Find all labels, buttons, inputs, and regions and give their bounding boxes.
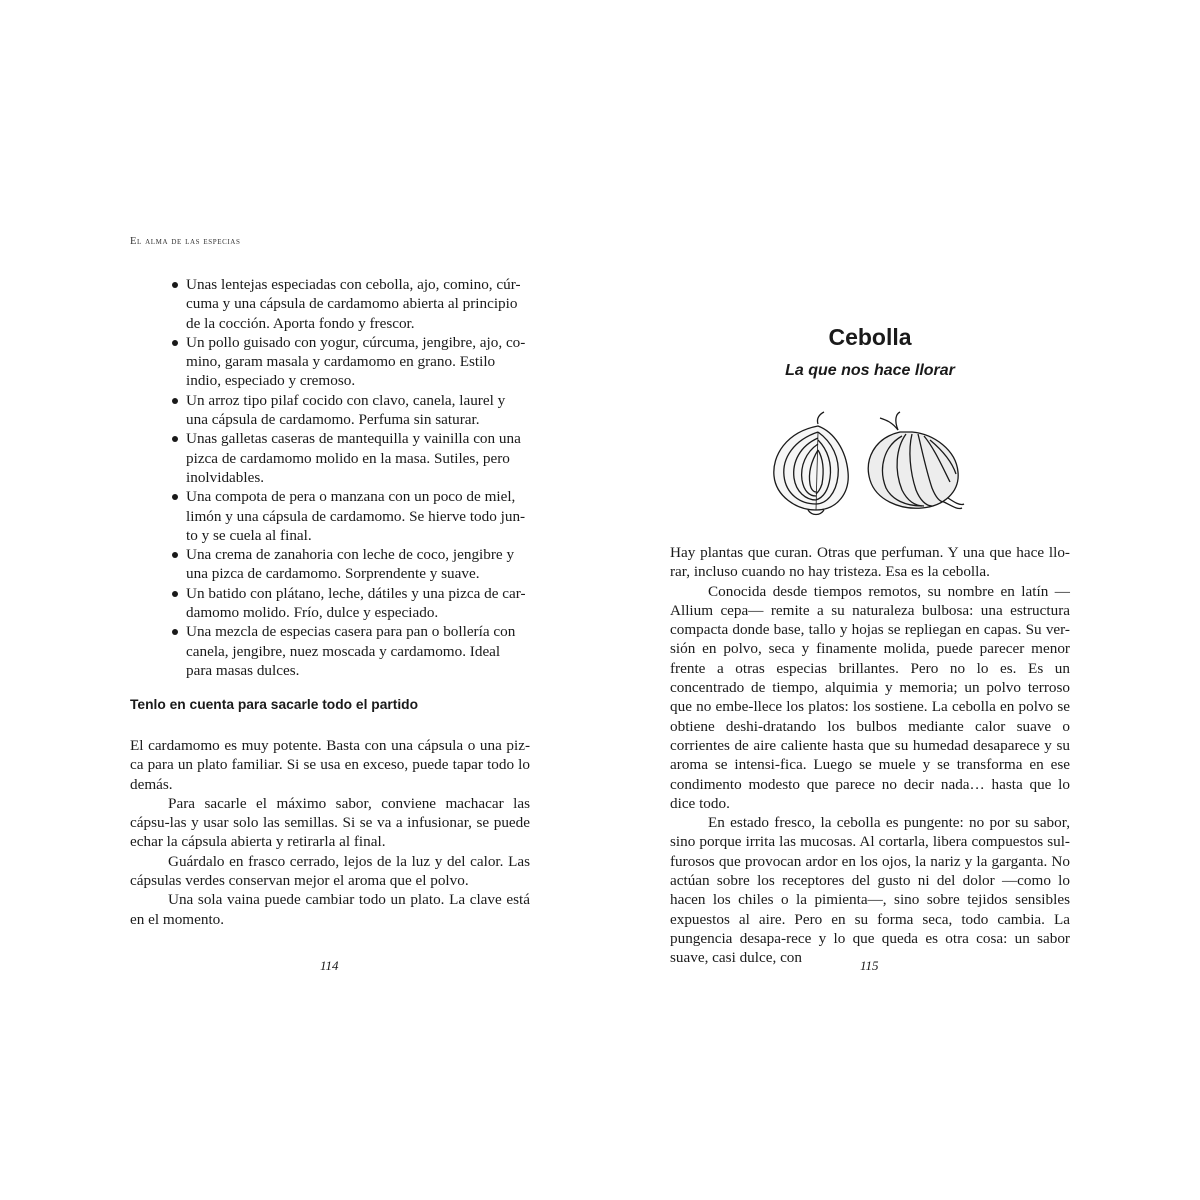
- paragraph: Guárdalo en frasco cerrado, lejos de la luz y del calor. Las cápsulas verdes conservan mejor el aroma que el polvo.: [130, 852, 530, 890]
- bullet-icon: [172, 494, 178, 500]
- page-number: 115: [860, 958, 879, 973]
- right-page: [670, 0, 1070, 1200]
- bullet-icon: [172, 591, 178, 597]
- list-item: Una crema de zanahoria con leche de coco, jengibre y una pizca de cardamomo. Sorprendente y suave.: [130, 545, 530, 584]
- whole-onion-icon: [868, 412, 964, 509]
- list-item: Una compota de pera o manzana con un poco de miel, limón y una cápsula de cardamomo. Se hierve todo jun-to y se cuela al final.: [130, 487, 530, 545]
- list-item: Un pollo guisado con yogur, cúrcuma, jengibre, ajo, co-mino, garam masala y cardamomo en grano. Estilo indio, especiado y cremoso.: [130, 333, 530, 391]
- onion-illustration-icon: [766, 410, 976, 520]
- paragraph: Para sacarle el máximo sabor, conviene machacar las cápsu-las y usar solo las semillas. Si se va a infusionar, se puede echar la cápsula abierta y retirarla al final.: [130, 794, 530, 851]
- halved-onion-icon: [774, 412, 848, 515]
- bullet-icon: [172, 282, 178, 288]
- paragraph: Una sola vaina puede cambiar todo un plato. La clave está en el momento.: [130, 891, 530, 928]
- paragraph: El cardamomo es muy potente. Basta con una cápsula o una piz-ca para un plato familiar. Si se usa en exceso, puede tapar todo lo demás.: [130, 737, 530, 793]
- bullet-icon: [172, 629, 178, 635]
- paragraph: En estado fresco, la cebolla es pungente: no por su sabor, sino porque irrita las mucosas. Al cortarla, libera compuestos sul-furosos que provocan ardor en los ojos, la nariz y la garganta. No actúan sobre los receptores del gusto ni del dolor —como lo hacen los chiles o la pimienta—, sino sobre tejidos sensibles expuestos al aire. Pero en su forma seca, todo cambia. La pungencia desapa-rece y lo que queda es otra cosa: un sabor suave, casi dulce, con: [670, 814, 1070, 967]
- list-item: Un arroz tipo pilaf cocido con clavo, canela, laurel y una cápsula de cardamomo. Perfuma sin saturar.: [130, 391, 530, 430]
- left-body-text: [130, 736, 530, 929]
- list-item: Una mezcla de especias casera para pan o bollería con canela, jengibre, nuez moscada y cardamomo. Ideal para masas dulces.: [130, 622, 530, 680]
- bullet-icon: [172, 436, 178, 442]
- chapter-subtitle: La que nos hace llorar: [785, 362, 955, 379]
- recipe-bullet-list: [130, 275, 530, 680]
- list-item: Unas galletas caseras de mantequilla y vainilla con una pizca de cardamomo molido en la masa. Sutiles, pero inolvidables.: [130, 429, 530, 487]
- paragraph: Hay plantas que curan. Otras que perfuman. Y una que hace llo-rar, incluso cuando no hay tristeza. Esa es la cebolla.: [670, 544, 1070, 581]
- left-page: [130, 0, 530, 1200]
- list-item: Un batido con plátano, leche, dátiles y una pizca de car-damomo molido. Frío, dulce y especiado.: [130, 584, 530, 623]
- right-body-text: [670, 543, 1070, 968]
- paragraph: Conocida desde tiempos remotos, su nombre en latín —Allium cepa— remite a su naturaleza bulbosa: una estructura compacta donde base, tallo y hojas se repliegan en capas. Su ver-sión en polvo, seca y finamente molida, puede parecer menor frente a otras especias brillantes. Pero no lo es. Es un concentrado de tiempo, alquimia y memoria; un polvo terroso que no embe-llece los platos: los sostiene. La cebolla en polvo se obtiene deshi-dratando los bulbos mediante calor suave o corrientes de aire caliente hasta que su humedad desaparece y su aroma se intensi-fica. Luego se muele y se transforma en ese condimento modesto que parece no decir nada… hasta que lo dice todo.: [670, 582, 1070, 812]
- chapter-title: Cebolla: [828, 324, 912, 350]
- running-head: El alma de las especias: [130, 236, 241, 247]
- bullet-icon: [172, 398, 178, 404]
- bullet-icon: [172, 552, 178, 558]
- bullet-icon: [172, 340, 178, 346]
- section-heading: Tenlo en cuenta para sacarle todo el partido: [130, 697, 419, 712]
- page-number: 114: [320, 958, 339, 973]
- list-item: Unas lentejas especiadas con cebolla, ajo, comino, cúr-cuma y una cápsula de cardamomo abierta al principio de la cocción. Aporta fondo y frescor.: [130, 275, 530, 333]
